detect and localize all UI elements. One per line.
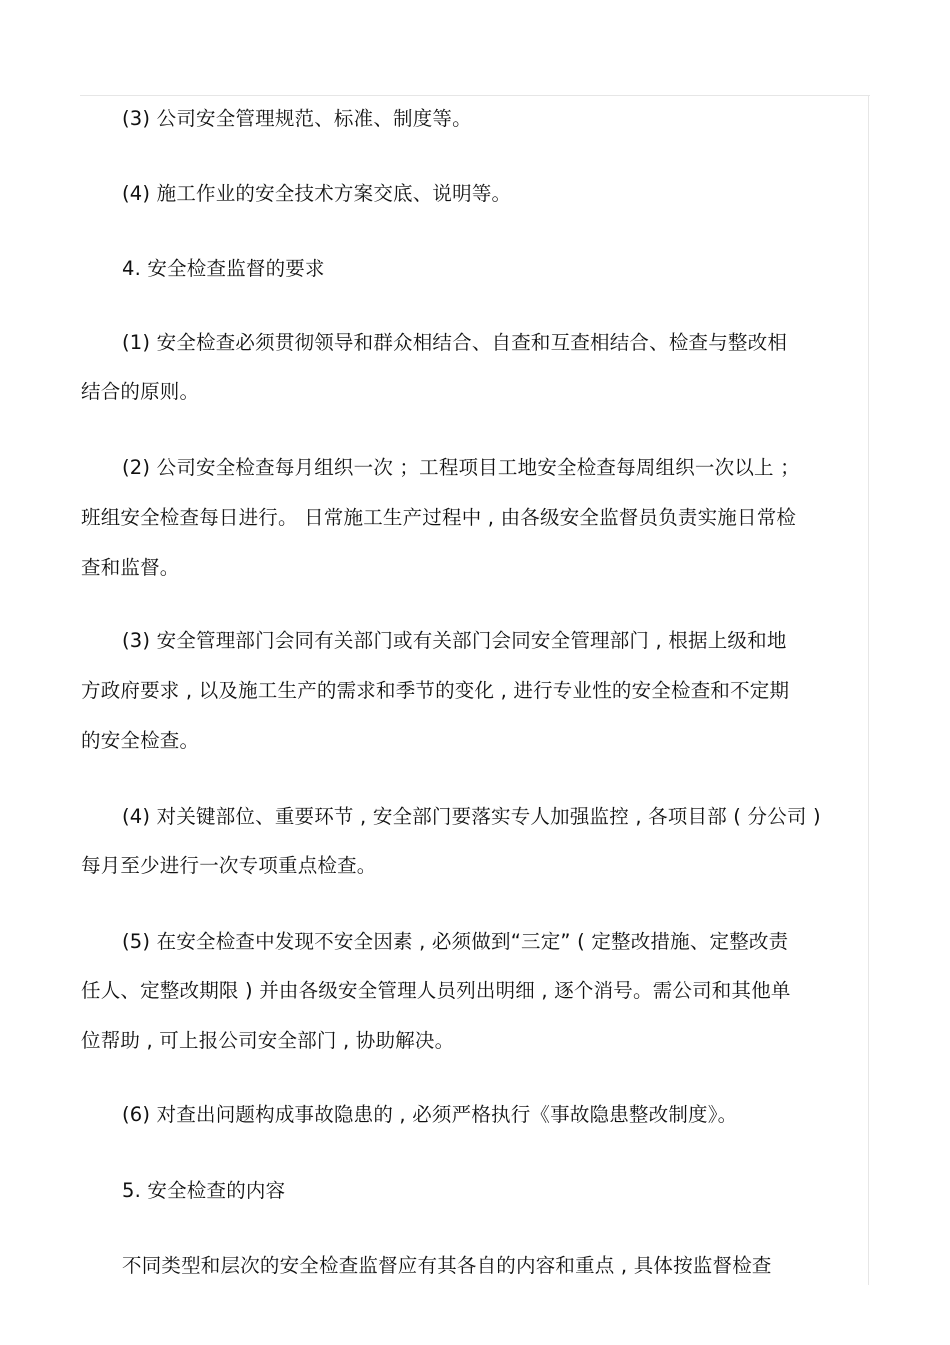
paragraph-item-4-disclosure: (4) 施工作业的安全技术方案交底、说明等。 [122,182,512,205]
paragraph-req-1-line-1: (1) 安全检查必须贯彻领导和群众相结合、自查和互查相结合、检查与整改相 [122,331,788,354]
paragraph-req-1-line-2: 结合的原则。 [81,380,200,403]
page-top-border [80,95,870,96]
section-heading-5: 5. 安全检查的内容 [122,1179,286,1202]
paragraph-content-intro: 不同类型和层次的安全检查监督应有其各自的内容和重点 , 具体按监督检查 [122,1254,772,1277]
paragraph-req-2-line-1: (2) 公司安全检查每月组织一次 ；工程项目工地安全检查每周组织一次以上 ； [122,456,800,479]
paragraph-item-3-standards: (3) 公司安全管理规范、标准、制度等。 [122,107,472,130]
paragraph-req-4-line-1: (4) 对关键部位、重要环节 , 安全部门要落实专人加强监控 , 各项目部 ( 分公司 ) [122,805,821,828]
paragraph-req-3-line-3: 的安全检查。 [81,729,200,752]
paragraph-req-6: (6) 对查出问题构成事故隐患的 , 必须严格执行《事故隐患整改制度》。 [122,1103,738,1126]
paragraph-req-4-line-2: 每月至少进行一次专项重点检查。 [81,854,377,877]
section-heading-4: 4. 安全检查监督的要求 [122,257,325,280]
paragraph-req-5-line-1: (5) 在安全检查中发现不安全因素 , 必须做到“三定” ( 定整改措施、定整改责 [122,930,789,953]
paragraph-req-3-line-2: 方政府要求 , 以及施工生产的需求和季节的变化 , 进行专业性的安全检查和不定期 [81,679,790,702]
paragraph-req-3-line-1: (3) 安全管理部门会同有关部门或有关部门会同安全管理部门 , 根据上级和地 [122,629,787,652]
paragraph-req-2-line-3: 查和监督。 [81,556,180,579]
paragraph-req-5-line-2: 任人、定整改期限 ) 并由各级安全管理人员列出明细 , 逐个消号。需公司和其他单 [81,979,791,1002]
page-right-border [868,95,869,1285]
paragraph-req-2-line-2: 班组安全检查每日进行。 日常施工生产过程中 , 由各级安全监督员负责实施日常检 [81,506,797,529]
paragraph-req-5-line-3: 位帮助 , 可上报公司安全部门 , 协助解决。 [81,1029,455,1052]
